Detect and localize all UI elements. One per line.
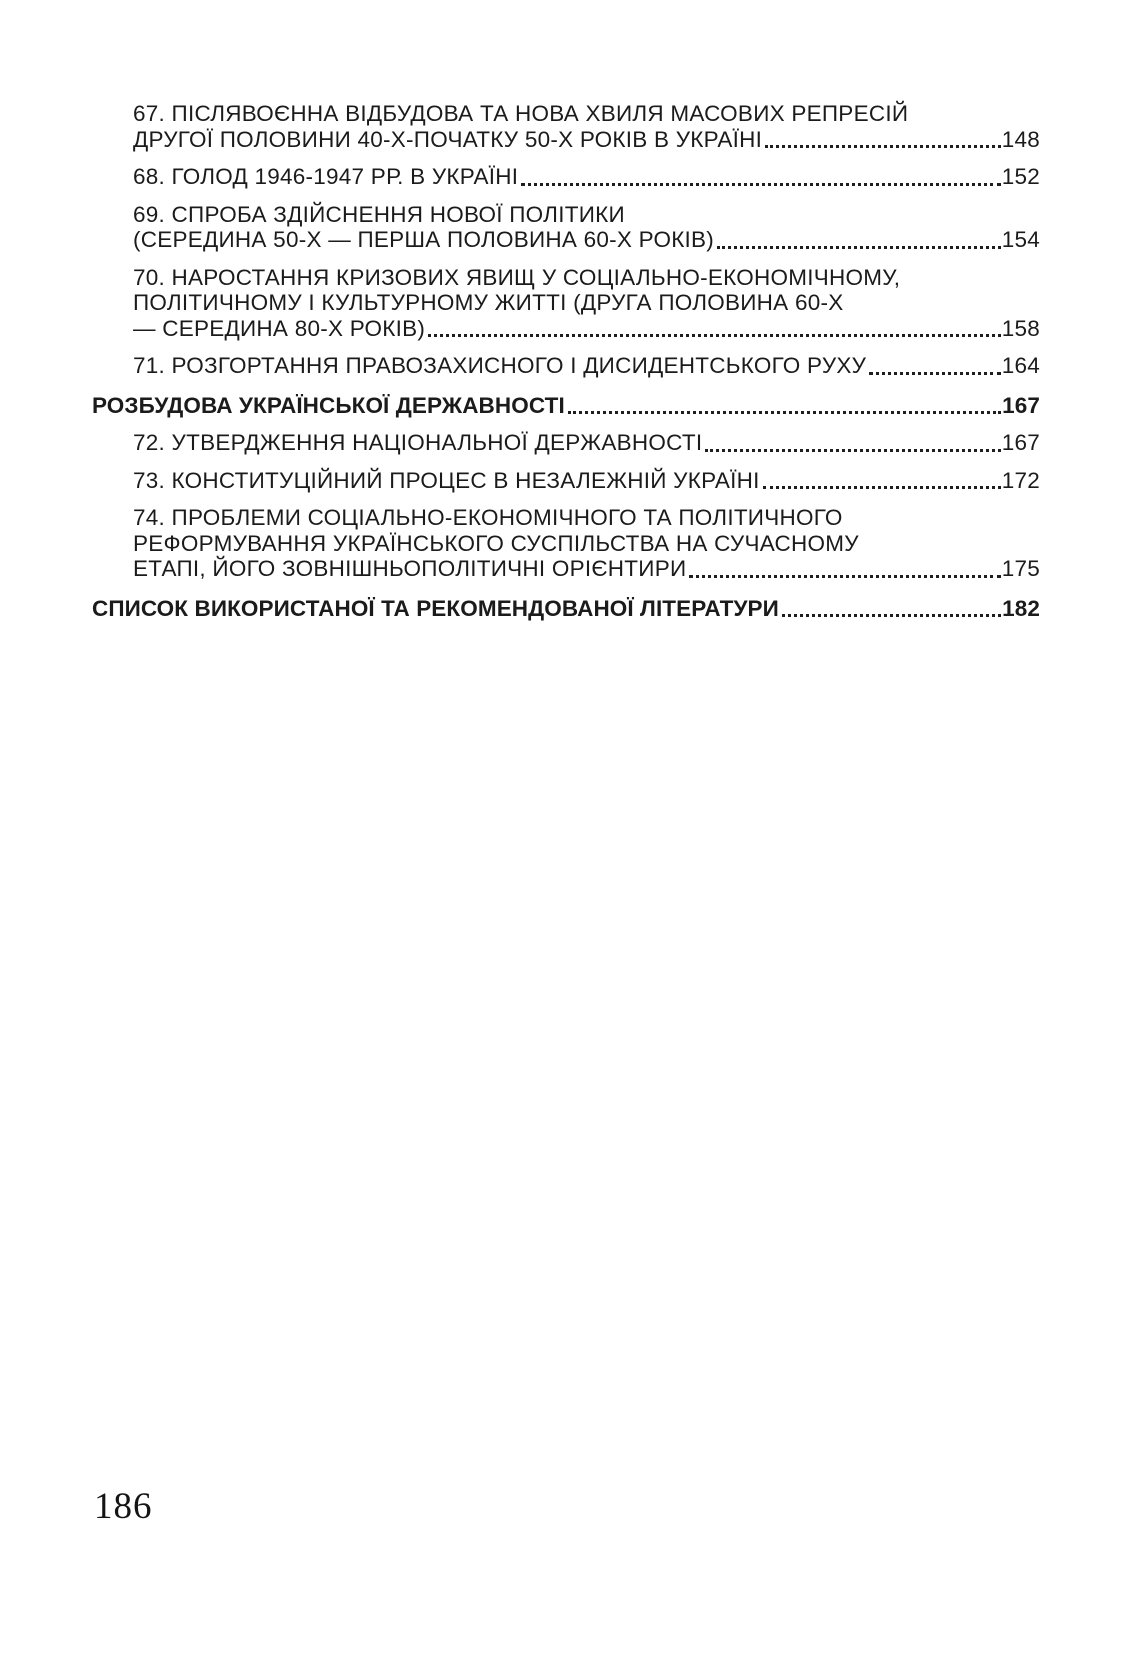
toc-entry: [92, 505, 1040, 582]
toc-entry-line: 72. УТВЕРДЖЕННЯ НАЦІОНАЛЬНОЇ ДЕРЖАВНОСТІ: [133, 430, 703, 455]
toc-entry: [92, 596, 1040, 622]
toc-page-number: 164: [1001, 353, 1040, 378]
toc-entry-lastline: [133, 164, 1040, 190]
toc-entry-line: 69. СПРОБА ЗДІЙСНЕННЯ НОВОЇ ПОЛІТИКИ: [133, 201, 625, 227]
toc: [92, 101, 1040, 621]
toc-page-number: 158: [1001, 315, 1040, 341]
toc-entry-line: СПИСОК ВИКОРИСТАНОЇ ТА РЕКОМЕНДОВАНОЇ ЛІТЕРАТУРИ: [92, 595, 779, 621]
toc-entry-lastline: [133, 556, 1040, 582]
toc-entry-line: 68. ГОЛОД 1946-1947 РР. В УКРАЇНІ: [133, 164, 519, 189]
toc-entry-lastline: [133, 430, 1040, 456]
dot-leader: [428, 334, 1001, 337]
toc-entry-line: РОЗБУДОВА УКРАЇНСЬКОЇ ДЕРЖАВНОСТІ: [92, 392, 565, 418]
toc-entry-line: РЕФОРМУВАННЯ УКРАЇНСЬКОГО СУСПІЛЬСТВА НА СУЧАСНОМУ: [133, 530, 859, 556]
toc-page-number: 167: [1002, 392, 1040, 418]
toc-entry-lastline: [92, 596, 1040, 622]
toc-entry-lastline: [133, 468, 1040, 494]
dot-leader: [765, 145, 1001, 148]
toc-entry: [92, 164, 1040, 190]
toc-entry-lastline: [92, 393, 1040, 419]
dot-leader: [689, 575, 1000, 578]
toc-page-number: 148: [1001, 126, 1040, 152]
toc-entry-line: 73. КОНСТИТУЦІЙНИЙ ПРОЦЕС В НЕЗАЛЕЖНІЙ УКРАЇНІ: [133, 467, 760, 493]
toc-entry-line: (СЕРЕДИНА 50-Х — ПЕРША ПОЛОВИНА 60-Х РОКІВ): [133, 227, 715, 252]
toc-entry: [92, 265, 1040, 342]
toc-entry: [92, 101, 1040, 152]
toc-entry: [92, 430, 1040, 456]
toc-entry-line: 67. ПІСЛЯВОЄННА ВІДБУДОВА ТА НОВА ХВИЛЯ МАСОВИХ РЕПРЕСІЙ: [133, 101, 909, 126]
toc-entry-line: — СЕРЕДИНА 80-Х РОКІВ): [133, 315, 426, 341]
dot-leader: [568, 411, 1001, 414]
folio-page-number: 186: [94, 1486, 153, 1527]
dot-leader: [521, 183, 1000, 186]
toc-page-number: 167: [1001, 430, 1040, 455]
toc-entry-line: ЕТАПІ, ЙОГО ЗОВНІШНЬОПОЛІТИЧНІ ОРІЄНТИРИ: [133, 556, 687, 581]
dot-leader: [782, 614, 1001, 617]
toc-page-number: 172: [1001, 467, 1040, 493]
toc-entry-lastline: [133, 316, 1040, 342]
toc-entry-lastline: [133, 227, 1040, 253]
toc-page-number: 152: [1001, 164, 1040, 189]
toc-page-number: 175: [1001, 556, 1040, 581]
toc-page-number: 182: [1002, 595, 1040, 621]
toc-entry-lastline: [133, 127, 1040, 153]
toc-entry-lastline: [133, 353, 1040, 379]
dot-leader: [869, 372, 1001, 375]
toc-entry: [92, 202, 1040, 253]
toc-entry: [92, 468, 1040, 494]
toc-entry: [92, 393, 1040, 419]
toc-entry-line: ПОЛІТИЧНОМУ І КУЛЬТУРНОМУ ЖИТТІ (ДРУГА ПОЛОВИНА 60-Х: [133, 290, 844, 315]
toc-entry-line: 74. ПРОБЛЕМИ СОЦІАЛЬНО-ЕКОНОМІЧНОГО ТА ПОЛІТИЧНОГО: [133, 505, 843, 530]
toc-page-number: 154: [1001, 227, 1040, 252]
toc-entry: [92, 353, 1040, 379]
toc-entry-line: 71. РОЗГОРТАННЯ ПРАВОЗАХИСНОГО І ДИСИДЕНТСЬКОГО РУХУ: [133, 353, 867, 378]
toc-entry-line: 70. НАРОСТАННЯ КРИЗОВИХ ЯВИЩ У СОЦІАЛЬНО-ЕКОНОМІЧНОМУ,: [133, 264, 901, 290]
dot-leader: [705, 449, 1000, 452]
dot-leader: [717, 246, 1001, 249]
toc-entry-line: ДРУГОЇ ПОЛОВИНИ 40-Х-ПОЧАТКУ 50-Х РОКІВ В УКРАЇНІ: [133, 126, 763, 152]
dot-leader: [763, 486, 1001, 489]
